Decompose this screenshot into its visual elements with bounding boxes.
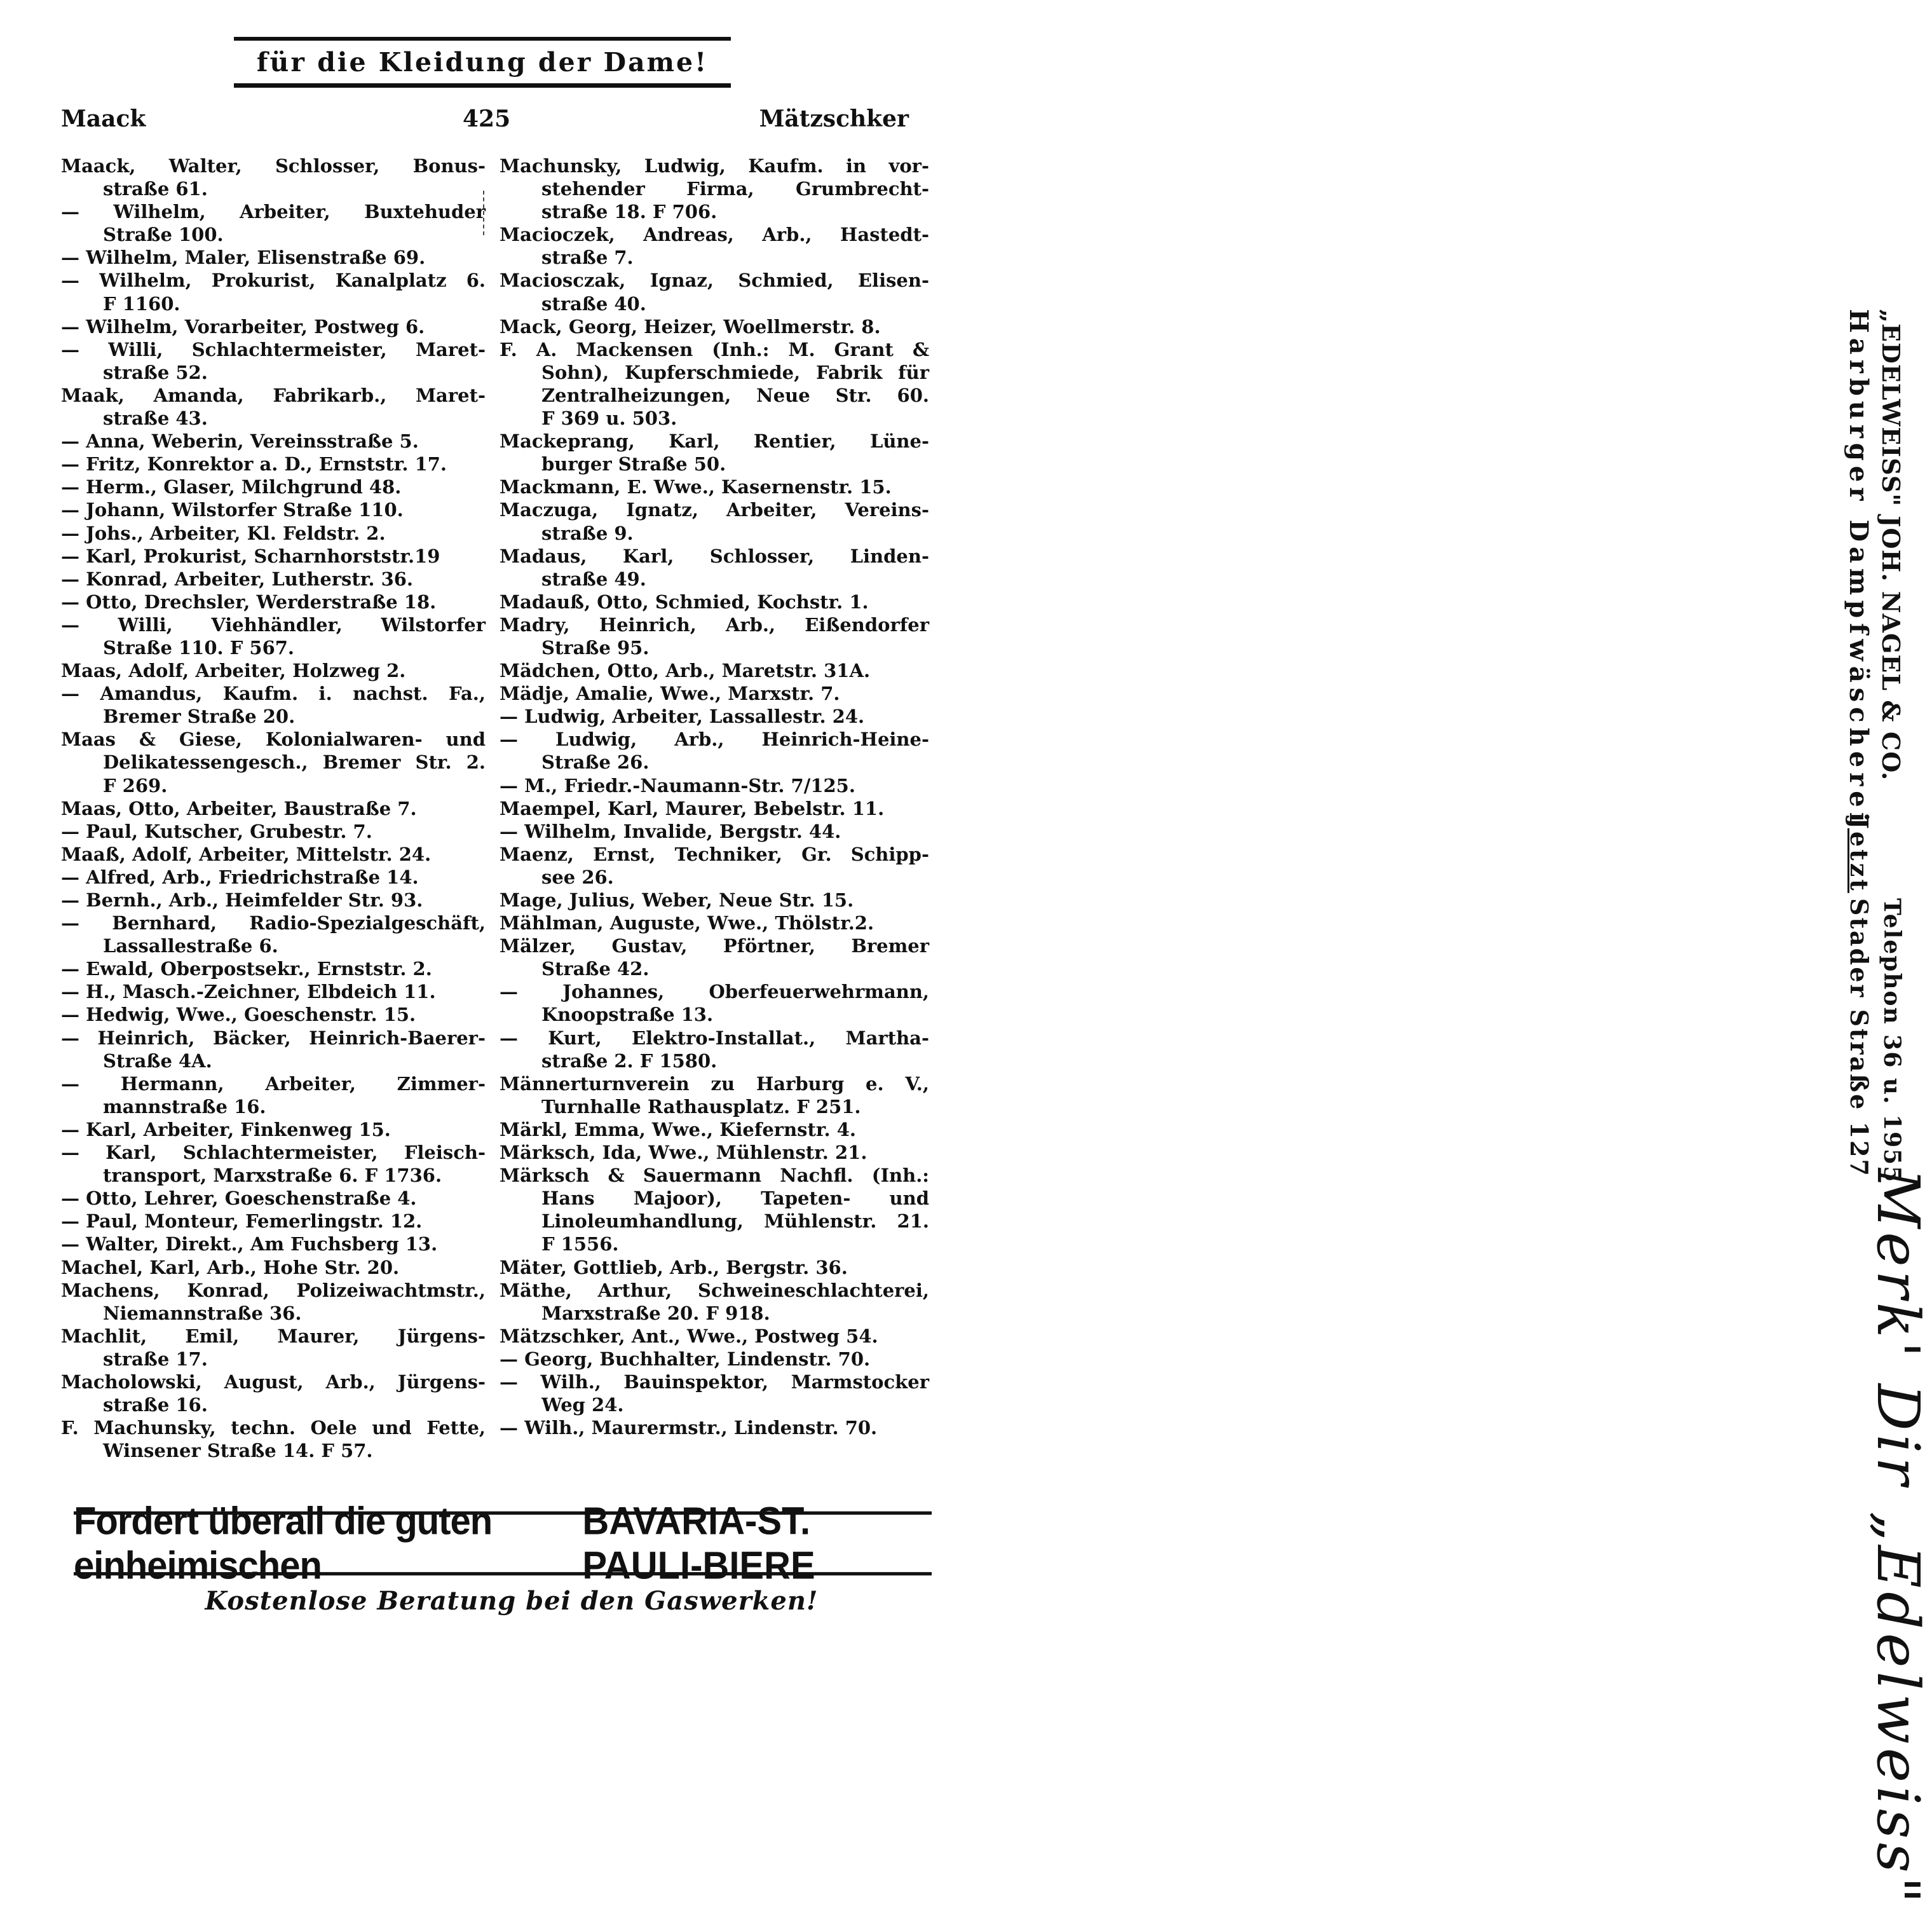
directory-line: straße 61.	[103, 178, 208, 200]
directory-line: Maciosczak, Ignaz, Schmied, Elisen-	[500, 270, 929, 292]
directory-line: Machens, Konrad, Polizeiwachtmstr.,	[61, 1279, 486, 1301]
directory-line: straße 7.	[541, 247, 634, 269]
directory-line: — Willi, Viehhändler, Wilstorfer	[61, 613, 486, 636]
directory-line: Hans Majoor), Tapeten- und	[541, 1187, 929, 1210]
directory-line: straße 40.	[541, 292, 646, 315]
directory-line: F 369 u. 503.	[541, 407, 677, 430]
directory-line: — Paul, Monteur, Femerlingstr. 12.	[61, 1210, 423, 1233]
side-advertisement	[915, 154, 1932, 1907]
side-ad-slogan: Merk' Dir „Edelweiss"	[1864, 1168, 1932, 1907]
top-banner: für die Kleidung der Dame!	[234, 37, 731, 88]
directory-line: — Ewald, Oberpostsekr., Ernststr. 2.	[61, 958, 432, 980]
side-ad-company: Harburger Dampfwäscherei	[1844, 309, 1874, 827]
directory-line: — Wilhelm, Arbeiter, Buxtehuder	[61, 201, 486, 223]
directory-line: — Wilh., Bauinspektor, Marmstocker	[500, 1370, 929, 1393]
directory-line: — Wilhelm, Prokurist, Kanalplatz 6.	[61, 270, 486, 292]
left-column	[61, 154, 486, 1462]
directory-line: Knoopstraße 13.	[541, 1004, 714, 1026]
directory-line: straße 17.	[103, 1348, 208, 1370]
directory-line: Mädje, Amalie, Wwe., Marxstr. 7.	[500, 683, 840, 705]
directory-line: Machel, Karl, Arb., Hohe Str. 20.	[61, 1256, 400, 1278]
directory-line: Maas, Otto, Arbeiter, Baustraße 7.	[61, 797, 417, 819]
directory-line: Maczuga, Ignatz, Arbeiter, Vereins-	[500, 499, 929, 521]
directory-line: Märkl, Emma, Wwe., Kiefernstr. 4.	[500, 1118, 856, 1140]
directory-line: — Hermann, Arbeiter, Zimmer-	[61, 1072, 486, 1095]
directory-line: — Ludwig, Arb., Heinrich-Heine-	[500, 728, 929, 751]
directory-line: Mäthe, Arthur, Schweineschlachterei,	[500, 1279, 929, 1301]
directory-line: Linoleumhandlung, Mühlenstr. 21.	[541, 1210, 929, 1233]
bottom-banner	[74, 1499, 932, 1588]
directory-line: — Wilhelm, Invalide, Bergstr. 44.	[500, 820, 841, 842]
directory-line: — Kurt, Elektro-Installat., Martha-	[500, 1027, 929, 1049]
directory-line: — Johs., Arbeiter, Kl. Feldstr. 2.	[61, 522, 386, 544]
directory-line: — Karl, Prokurist, Scharnhorststr.19	[61, 545, 440, 567]
directory-line: straße 2. F 1580.	[541, 1049, 718, 1072]
directory-line: — Walter, Direkt., Am Fuchsberg 13.	[61, 1233, 438, 1255]
directory-line: — Karl, Arbeiter, Finkenweg 15.	[61, 1118, 391, 1140]
directory-line: straße 52.	[103, 361, 208, 383]
directory-line: straße 16.	[103, 1394, 208, 1416]
directory-line: — H., Masch.-Zeichner, Elbdeich 11.	[61, 981, 436, 1003]
directory-line: Mählman, Auguste, Wwe., Thölstr.2.	[500, 912, 874, 934]
directory-line: Märksch & Sauermann Nachfl. (Inh.:	[500, 1165, 929, 1187]
directory-line: transport, Marxstraße 6. F 1736.	[103, 1165, 442, 1187]
directory-line: Mackeprang, Karl, Rentier, Lüne-	[500, 430, 929, 453]
directory-line: Lassallestraße 6.	[103, 935, 278, 957]
directory-line: Straße 42.	[541, 958, 650, 980]
running-head	[61, 100, 909, 139]
directory-line: straße 9.	[541, 522, 634, 544]
directory-line: Männerturnverein zu Harburg e. V.,	[500, 1072, 929, 1095]
directory-line: straße 49.	[541, 568, 646, 590]
page-number: 425	[463, 106, 511, 132]
side-ad-jetzt: Jetzt	[1845, 817, 1874, 893]
directory-line: Madry, Heinrich, Arb., Eißendorfer	[500, 613, 929, 636]
directory-line: Winsener Straße 14. F 57.	[103, 1440, 373, 1462]
directory-line: — Alfred, Arb., Friedrichstraße 14.	[61, 866, 419, 888]
directory-line: straße 18. F 706.	[541, 201, 718, 223]
directory-line: Maenz, Ernst, Techniker, Gr. Schipp-	[500, 843, 929, 865]
directory-line: Mädchen, Otto, Arb., Maretstr. 31A.	[500, 660, 871, 682]
directory-line: Weg 24.	[541, 1394, 624, 1416]
directory-line: — M., Friedr.-Naumann-Str. 7/125.	[500, 774, 855, 796]
directory-line: — Karl, Schlachtermeister, Fleisch-	[61, 1142, 486, 1164]
directory-line: Madaus, Karl, Schlosser, Linden-	[500, 545, 929, 567]
directory-line: Madauß, Otto, Schmied, Kochstr. 1.	[500, 591, 869, 613]
directory-line: — Konrad, Arbeiter, Lutherstr. 36.	[61, 568, 414, 590]
directory-line: — Otto, Drechsler, Werderstraße 18.	[61, 591, 437, 613]
directory-line: burger Straße 50.	[541, 453, 726, 475]
directory-line: — Amandus, Kaufm. i. nachst. Fa.,	[61, 683, 486, 705]
directory-line: stehender Firma, Grumbrecht-	[541, 178, 929, 200]
directory-line: Sohn), Kupferschmiede, Fabrik für	[541, 361, 929, 383]
directory-line: see 26.	[541, 866, 614, 888]
directory-line: mannstraße 16.	[103, 1095, 266, 1118]
directory-line: F. A. Mackensen (Inh.: M. Grant &	[500, 338, 929, 360]
header-first-entry: Maack	[61, 106, 146, 132]
bottom-banner-text: Fordert überall die guten einheimischen	[74, 1499, 493, 1588]
directory-line: — Bernh., Arb., Heimfelder Str. 93.	[61, 889, 423, 911]
directory-line: F 1160.	[103, 292, 180, 315]
directory-line: Marxstraße 20. F 918.	[541, 1302, 770, 1324]
directory-line: — Wilh., Maurermstr., Lindenstr. 70.	[500, 1417, 878, 1439]
directory-line: — Georg, Buchhalter, Lindenstr. 70.	[500, 1348, 871, 1370]
directory-line: F 269.	[103, 774, 168, 796]
directory-line: Straße 100.	[103, 224, 224, 246]
directory-line: Maack, Walter, Schlosser, Bonus-	[61, 155, 486, 177]
directory-line: Macholowski, August, Arb., Jürgens-	[61, 1370, 486, 1393]
directory-line: — Paul, Kutscher, Grubestr. 7.	[61, 820, 372, 842]
directory-line: Bremer Straße 20.	[103, 706, 296, 728]
directory-line: Straße 4A.	[103, 1049, 212, 1072]
directory-line: Mälzer, Gustav, Pförtner, Bremer	[500, 935, 929, 957]
directory-line: Machlit, Emil, Maurer, Jürgens-	[61, 1325, 486, 1347]
directory-line: — Herm., Glaser, Milchgrund 48.	[61, 476, 402, 498]
directory-line: Niemannstraße 36.	[103, 1302, 302, 1324]
header-last-entry: Mätzschker	[759, 106, 909, 132]
directory-line: — Willi, Schlachtermeister, Maret-	[61, 338, 486, 360]
directory-line: Maas & Giese, Kolonialwaren- und	[61, 728, 486, 751]
side-ad-brand: „EDELWEISS" JOH. NAGEL & CO.	[1877, 309, 1905, 781]
directory-line: Maaß, Adolf, Arbeiter, Mittelstr. 24.	[61, 843, 432, 865]
directory-line: Delikatessengesch., Bremer Str. 2.	[103, 751, 486, 774]
directory-line: Straße 26.	[541, 751, 650, 774]
directory-line: — Hedwig, Wwe., Goeschenstr. 15.	[61, 1004, 416, 1026]
directory-line: Macioczek, Andreas, Arb., Hastedt-	[500, 224, 929, 246]
directory-line: — Wilhelm, Maler, Elisenstraße 69.	[61, 247, 426, 269]
directory-line: Maempel, Karl, Maurer, Bebelstr. 11.	[500, 797, 885, 819]
directory-line: Mackmann, E. Wwe., Kasernenstr. 15.	[500, 476, 892, 498]
directory-line: Mage, Julius, Weber, Neue Str. 15.	[500, 889, 854, 911]
directory-line: — Anna, Weberin, Vereinsstraße 5.	[61, 430, 419, 453]
directory-line: Mäter, Gottlieb, Arb., Bergstr. 36.	[500, 1256, 848, 1278]
directory-line: Maas, Adolf, Arbeiter, Holzweg 2.	[61, 660, 406, 682]
bottom-banner-brand: BAVARIA-ST. PAULI-BIERE	[582, 1499, 815, 1588]
directory-line: Machunsky, Ludwig, Kaufm. in vor-	[500, 155, 929, 177]
directory-line: Straße 95.	[541, 636, 650, 659]
directory-line: — Ludwig, Arbeiter, Lassallestr. 24.	[500, 706, 865, 728]
directory-line: — Johannes, Oberfeuerwehrmann,	[500, 981, 929, 1003]
directory-line: Turnhalle Rathausplatz. F 251.	[541, 1095, 861, 1118]
directory-line: Zentralheizungen, Neue Str. 60.	[541, 384, 929, 406]
directory-line: Mätzschker, Ant., Wwe., Postweg 54.	[500, 1325, 878, 1347]
directory-line: Maak, Amanda, Fabrikarb., Maret-	[61, 384, 486, 406]
directory-line: — Heinrich, Bäcker, Heinrich-Baerer-	[61, 1027, 486, 1049]
directory-line: F 1556.	[541, 1233, 619, 1255]
directory-line: Märksch, Ida, Wwe., Mühlenstr. 21.	[500, 1142, 867, 1164]
directory-line: — Johann, Wilstorfer Straße 110.	[61, 499, 404, 521]
side-ad-address: Stader Straße 127	[1845, 898, 1874, 1178]
directory-line: Mack, Georg, Heizer, Woellmerstr. 8.	[500, 315, 881, 338]
column-divider	[483, 191, 484, 235]
directory-line: — Fritz, Konrektor a. D., Ernststr. 17.	[61, 453, 447, 475]
side-ad-telephone: Telephon 36 u. 1955	[1879, 898, 1905, 1184]
footer-slogan: Kostenlose Beratung bei den Gaswerken!	[205, 1586, 819, 1616]
directory-line: — Wilhelm, Vorarbeiter, Postweg 6.	[61, 315, 425, 338]
directory-line: — Bernhard, Radio-Spezialgeschäft,	[61, 912, 486, 934]
directory-line: — Otto, Lehrer, Goeschenstraße 4.	[61, 1187, 417, 1210]
right-column	[500, 154, 929, 1439]
directory-line: Straße 110. F 567.	[103, 636, 295, 659]
directory-line: F. Machunsky, techn. Oele und Fette,	[61, 1417, 486, 1439]
directory-line: straße 43.	[103, 407, 208, 430]
